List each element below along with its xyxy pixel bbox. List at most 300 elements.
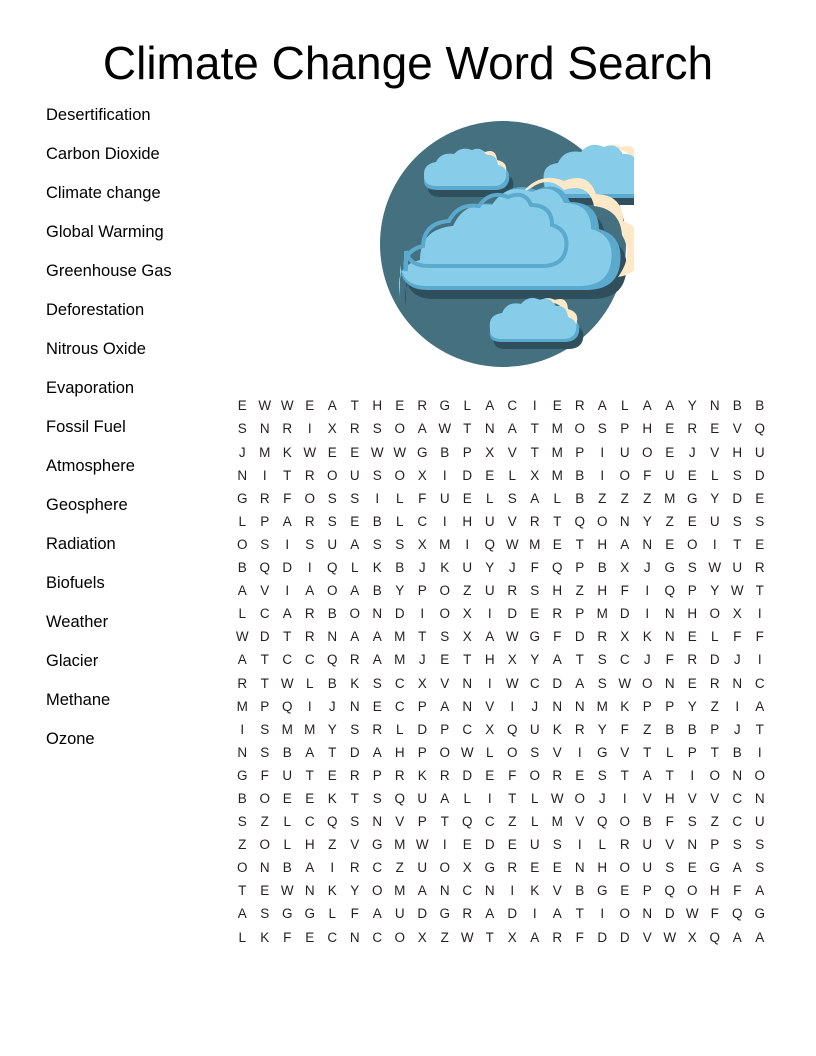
grid-cell: Q: [551, 560, 563, 576]
grid-cell: I: [577, 744, 582, 760]
grid-cell: E: [462, 490, 472, 506]
grid-cell: L: [238, 929, 246, 945]
grid-cell: W: [685, 906, 699, 922]
grid-cell: R: [462, 906, 473, 922]
grid-cell: T: [733, 536, 742, 552]
grid-cell: S: [732, 837, 742, 853]
grid-cell: U: [349, 467, 360, 483]
grid-cell: L: [283, 837, 291, 853]
grid-cell: I: [442, 467, 447, 483]
grid-cell: O: [394, 421, 405, 437]
grid-cell: E: [530, 860, 540, 876]
grid-cell: F: [575, 929, 584, 945]
grid-cell: D: [507, 906, 518, 922]
grid-cell: Z: [643, 721, 652, 737]
grid-cell: E: [687, 860, 697, 876]
grid-row: [231, 695, 771, 718]
grid-cell: C: [462, 883, 473, 899]
grid-cell: A: [372, 629, 382, 645]
grid-cell: I: [285, 583, 290, 599]
grid-cell: F: [260, 767, 269, 783]
grid-cell: F: [283, 490, 292, 506]
grid-cell: R: [304, 606, 315, 622]
word-list-item: Glacier: [46, 651, 99, 670]
grid-cell: A: [350, 536, 360, 552]
grid-cell: I: [757, 606, 762, 622]
grid-cell: H: [642, 421, 653, 437]
grid-cell: F: [350, 906, 359, 922]
grid-cell: A: [575, 675, 585, 691]
grid-cell: X: [462, 860, 472, 876]
grid-cell: V: [552, 744, 562, 760]
grid-cell: W: [730, 583, 744, 599]
grid-cell: H: [597, 583, 608, 599]
grid-row: [231, 926, 771, 949]
grid-cell: X: [507, 929, 517, 945]
grid-cell: S: [687, 814, 697, 830]
grid-cell: L: [463, 790, 471, 806]
grid-cell: B: [597, 560, 607, 576]
grid-cell: Z: [260, 814, 269, 830]
grid-cell: S: [552, 837, 562, 853]
grid-cell: Q: [394, 790, 405, 806]
grid-row: [231, 649, 771, 672]
grid-cell: V: [665, 837, 675, 853]
grid-cell: E: [575, 767, 585, 783]
grid-cell: A: [552, 906, 562, 922]
grid-cell: E: [440, 652, 450, 668]
grid-cell: B: [687, 721, 697, 737]
grid-cell: Q: [259, 560, 270, 576]
grid-cell: Z: [463, 583, 472, 599]
grid-cell: V: [552, 883, 562, 899]
grid-cell: N: [732, 675, 743, 691]
grid-cell: C: [507, 398, 518, 414]
grid-cell: K: [620, 698, 630, 714]
grid-cell: X: [485, 721, 495, 737]
grid-cell: A: [620, 536, 630, 552]
grid-cell: B: [395, 560, 405, 576]
grid-cell: D: [484, 837, 495, 853]
grid-cell: K: [327, 790, 337, 806]
grid-cell: R: [304, 513, 315, 529]
grid-row: [231, 880, 771, 903]
grid-cell: N: [327, 629, 338, 645]
grid-cell: R: [619, 837, 630, 853]
grid-cell: O: [686, 883, 698, 899]
grid-cell: A: [755, 883, 765, 899]
grid-cell: O: [236, 860, 248, 876]
grid-cell: W: [505, 629, 519, 645]
grid-cell: T: [575, 652, 584, 668]
grid-cell: W: [235, 629, 249, 645]
grid-cell: W: [280, 675, 294, 691]
grid-cell: L: [598, 837, 606, 853]
word-list-item: Ozone: [46, 729, 95, 748]
grid-cell: P: [710, 721, 720, 737]
grid-cell: P: [665, 698, 675, 714]
grid-cell: O: [754, 767, 765, 783]
grid-cell: S: [755, 860, 765, 876]
grid-cell: J: [418, 560, 426, 576]
grid-cell: N: [237, 467, 248, 483]
grid-cell: K: [417, 767, 427, 783]
grid-cell: X: [417, 675, 427, 691]
grid-cell: E: [665, 421, 675, 437]
grid-cell: A: [372, 906, 382, 922]
grid-cell: F: [418, 490, 427, 506]
grid-cell: N: [664, 629, 675, 645]
word-list-item: Geosphere: [46, 495, 128, 514]
grid-cell: D: [664, 906, 675, 922]
grid-cell: J: [328, 698, 336, 714]
grid-cell: L: [305, 675, 314, 691]
grid-cell: C: [394, 698, 405, 714]
grid-cell: A: [350, 583, 360, 599]
grid-cell: T: [418, 629, 427, 645]
grid-cell: E: [462, 837, 472, 853]
grid-cell: A: [372, 744, 382, 760]
grid-cell: S: [237, 814, 247, 830]
grid-cell: W: [708, 560, 722, 576]
grid-cell: T: [620, 767, 629, 783]
grid-cell: T: [260, 675, 269, 691]
grid-cell: X: [687, 929, 697, 945]
grid-cell: R: [282, 421, 293, 437]
grid-cell: J: [643, 560, 651, 576]
grid-cell: N: [574, 860, 585, 876]
grid-cell: M: [394, 652, 406, 668]
grid-cell: P: [462, 444, 472, 460]
word-list-item: Global Warming: [46, 222, 164, 241]
grid-cell: R: [552, 767, 563, 783]
grid-cell: D: [417, 906, 428, 922]
grid-cell: M: [259, 444, 271, 460]
grid-cell: G: [664, 560, 675, 576]
grid-cell: B: [327, 606, 337, 622]
grid-cell: R: [574, 398, 585, 414]
grid-cell: U: [282, 767, 293, 783]
grid-cell: C: [282, 652, 293, 668]
grid-cell: I: [712, 536, 717, 552]
grid-cell: G: [529, 629, 540, 645]
grid-cell: X: [732, 606, 742, 622]
grid-cell: O: [439, 860, 450, 876]
grid-cell: E: [507, 837, 517, 853]
grid-cell: U: [754, 444, 765, 460]
grid-cell: E: [305, 790, 315, 806]
grid-cell: G: [371, 837, 383, 853]
grid-cell: R: [349, 421, 360, 437]
grid-cell: J: [598, 790, 606, 806]
grid-cell: E: [485, 767, 495, 783]
grid-cell: O: [619, 906, 630, 922]
grid-cell: A: [755, 929, 765, 945]
grid-cell: F: [643, 467, 652, 483]
grid-cell: U: [642, 860, 653, 876]
grid-cell: N: [754, 790, 765, 806]
grid-row: [231, 764, 771, 787]
grid-cell: B: [642, 814, 652, 830]
grid-cell: R: [597, 629, 608, 645]
grid-cell: J: [531, 698, 539, 714]
grid-cell: Q: [281, 698, 293, 714]
grid-cell: S: [507, 490, 517, 506]
grid-cell: R: [754, 560, 765, 576]
grid-cell: N: [687, 837, 698, 853]
grid-cell: Y: [710, 583, 720, 599]
grid-cell: J: [418, 652, 426, 668]
grid-cell: V: [507, 444, 517, 460]
grid-cell: N: [349, 698, 360, 714]
grid-cell: O: [709, 606, 720, 622]
grid-cell: V: [687, 790, 697, 806]
grid-cell: O: [529, 767, 540, 783]
grid-cell: O: [619, 860, 630, 876]
grid-cell: Q: [326, 652, 338, 668]
grid-cell: I: [375, 490, 380, 506]
grid-cell: U: [462, 560, 473, 576]
grid-cell: B: [575, 490, 585, 506]
grid-cell: O: [439, 744, 450, 760]
grid-cell: M: [236, 698, 248, 714]
grid-cell: Q: [731, 906, 743, 922]
grid-cell: T: [463, 421, 472, 437]
grid-cell: A: [642, 767, 652, 783]
grid-cell: E: [552, 536, 562, 552]
grid-cell: O: [439, 583, 450, 599]
grid-cell: A: [642, 398, 652, 414]
grid-cell: D: [394, 606, 405, 622]
grid-cell: B: [755, 398, 765, 414]
grid-cell: I: [510, 698, 515, 714]
grid-cell: P: [687, 744, 697, 760]
grid-cell: H: [484, 652, 495, 668]
grid-cell: A: [282, 606, 292, 622]
grid-cell: Z: [598, 490, 607, 506]
grid-cell: D: [709, 652, 720, 668]
grid-cell: R: [372, 721, 383, 737]
grid-cell: S: [372, 467, 382, 483]
grid-cell: N: [439, 883, 450, 899]
grid-cell: O: [641, 444, 653, 460]
grid-cell: A: [440, 790, 450, 806]
grid-cell: Z: [575, 583, 584, 599]
grid-cell: P: [372, 767, 382, 783]
grid-cell: V: [710, 444, 720, 460]
grid-cell: S: [372, 675, 382, 691]
grid-cell: Y: [687, 698, 697, 714]
grid-cell: D: [349, 744, 360, 760]
grid-row: [231, 556, 771, 579]
grid-cell: M: [394, 883, 406, 899]
grid-cell: O: [371, 883, 383, 899]
grid-cell: W: [280, 398, 294, 414]
grid-cell: N: [709, 398, 720, 414]
grid-cell: S: [260, 744, 270, 760]
grid-cell: W: [415, 837, 429, 853]
grid-cell: C: [462, 721, 473, 737]
grid-cell: Z: [508, 814, 517, 830]
grid-cell: K: [642, 629, 652, 645]
grid-cell: I: [600, 444, 605, 460]
grid-cell: X: [485, 444, 495, 460]
grid-cell: Q: [574, 513, 585, 529]
grid-cell: O: [686, 536, 698, 552]
grid-cell: Z: [665, 513, 674, 529]
grid-cell: B: [372, 513, 382, 529]
grid-cell: G: [281, 906, 293, 922]
grid-cell: O: [394, 929, 405, 945]
grid-cell: Y: [597, 721, 607, 737]
grid-cell: S: [597, 675, 607, 691]
grid-cell: I: [532, 906, 537, 922]
grid-cell: U: [732, 560, 743, 576]
grid-cell: Z: [328, 837, 337, 853]
grid-row: [231, 856, 771, 879]
grid-cell: U: [709, 513, 720, 529]
grid-cell: E: [282, 790, 292, 806]
grid-cell: O: [236, 536, 248, 552]
grid-cell: O: [259, 790, 270, 806]
grid-cell: S: [732, 467, 742, 483]
grid-cell: O: [304, 490, 315, 506]
word-list-item: Biofuels: [46, 573, 105, 592]
grid-cell: M: [551, 814, 563, 830]
grid-cell: R: [507, 583, 518, 599]
word-list-item: Atmosphere: [46, 456, 135, 475]
word-list-item: Nitrous Oxide: [46, 339, 146, 358]
grid-row: [231, 810, 771, 833]
grid-cell: B: [665, 721, 675, 737]
grid-cell: I: [307, 698, 312, 714]
grid-cell: I: [487, 790, 492, 806]
grid-cell: A: [732, 929, 742, 945]
grid-cell: T: [260, 652, 269, 668]
grid-cell: E: [260, 883, 270, 899]
grid-cell: V: [440, 675, 450, 691]
grid-cell: B: [327, 675, 337, 691]
grid-cell: E: [485, 467, 495, 483]
grid-cell: U: [417, 860, 428, 876]
grid-cell: Y: [642, 513, 652, 529]
grid-cell: Y: [327, 721, 337, 737]
grid-cell: S: [732, 513, 742, 529]
grid-row: [231, 833, 771, 856]
grid-cell: Y: [687, 398, 697, 414]
grid-cell: G: [416, 444, 428, 460]
grid-cell: B: [732, 398, 742, 414]
grid-cell: V: [642, 790, 652, 806]
grid-cell: O: [709, 767, 720, 783]
grid-cell: E: [687, 513, 697, 529]
grid-cell: T: [350, 790, 359, 806]
grid-cell: L: [485, 744, 494, 760]
grid-cell: V: [710, 790, 720, 806]
grid-cell: A: [350, 629, 360, 645]
grid-cell: S: [755, 837, 765, 853]
grid-cell: S: [665, 860, 675, 876]
grid-cell: A: [237, 906, 247, 922]
grid-cell: I: [240, 721, 245, 737]
grid-cell: L: [395, 513, 404, 529]
grid-cell: T: [553, 513, 562, 529]
grid-cell: N: [372, 814, 383, 830]
grid-cell: R: [304, 467, 315, 483]
grid-cell: D: [417, 721, 428, 737]
grid-cell: X: [620, 560, 630, 576]
grid-cell: I: [330, 860, 335, 876]
grid-cell: H: [597, 860, 608, 876]
grid-cell: F: [665, 652, 674, 668]
grid-cell: U: [484, 583, 495, 599]
grid-cell: W: [280, 883, 294, 899]
grid-cell: D: [732, 490, 743, 506]
grid-cell: Z: [643, 490, 652, 506]
grid-cell: N: [484, 421, 495, 437]
grid-cell: N: [732, 767, 743, 783]
grid-cell: C: [372, 860, 383, 876]
grid-row: [231, 602, 771, 625]
grid-cell: B: [372, 583, 382, 599]
grid-cell: G: [439, 398, 450, 414]
word-list-item: Climate change: [46, 183, 161, 202]
grid-cell: O: [596, 513, 608, 529]
grid-cell: O: [574, 421, 585, 437]
grid-cell: B: [282, 860, 292, 876]
grid-cell: C: [304, 814, 315, 830]
grid-cell: B: [282, 744, 292, 760]
grid-cell: I: [757, 744, 762, 760]
grid-cell: B: [732, 744, 742, 760]
grid-row: [231, 903, 771, 926]
grid-cell: P: [575, 560, 585, 576]
grid-cell: M: [551, 444, 563, 460]
grid-cell: H: [597, 536, 608, 552]
grid-cell: E: [665, 444, 675, 460]
grid-cell: R: [709, 675, 720, 691]
grid-cell: A: [530, 929, 540, 945]
grid-row: [231, 579, 771, 602]
grid-cell: A: [282, 513, 292, 529]
grid-cell: D: [259, 629, 270, 645]
grid-cell: C: [372, 929, 383, 945]
grid-cell: P: [260, 698, 270, 714]
letter-grid: [231, 395, 771, 949]
grid-cell: M: [529, 536, 541, 552]
grid-cell: I: [262, 467, 267, 483]
grid-cell: R: [687, 421, 698, 437]
grid-cell: U: [754, 814, 765, 830]
grid-cell: M: [394, 629, 406, 645]
grid-cell: T: [530, 421, 539, 437]
grid-cell: Z: [238, 837, 247, 853]
grid-cell: D: [619, 929, 630, 945]
grid-cell: S: [327, 490, 337, 506]
grid-cell: L: [395, 490, 404, 506]
grid-cell: Y: [710, 490, 720, 506]
grid-cell: N: [462, 698, 473, 714]
grid-cell: S: [597, 767, 607, 783]
grid-cell: W: [505, 675, 519, 691]
grid-cell: H: [372, 398, 383, 414]
grid-cell: X: [462, 606, 472, 622]
grid-cell: L: [485, 490, 494, 506]
grid-cell: K: [440, 560, 450, 576]
grid-cell: E: [350, 444, 360, 460]
grid-cell: U: [619, 444, 630, 460]
grid-cell: F: [553, 629, 562, 645]
